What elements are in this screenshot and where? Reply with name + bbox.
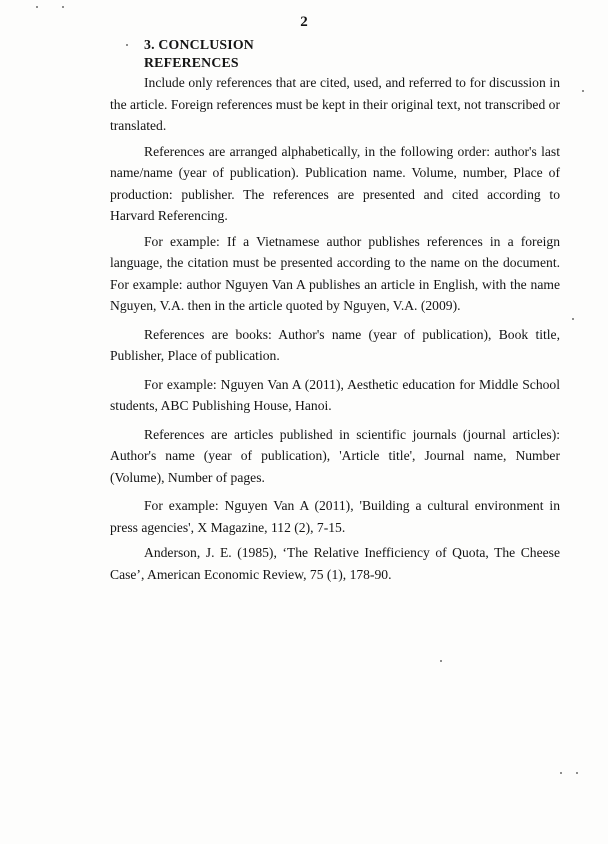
conclusion-heading: 3. CONCLUSION: [144, 37, 254, 52]
references-heading: REFERENCES: [144, 55, 239, 70]
paragraph: Include only references that are cited, used, and referred to for discussion in the article. Foreign references must be kept in their original text, not transcribed or translated.: [110, 75, 560, 133]
paragraph: References are arranged alphabetically, in the following order: author's last name/name (year of publication). Publication name. Volume, number, Place of production: publisher. The references are presented and cited according to Harvard Referencing.: [110, 143, 560, 223]
paragraph: For example: Nguyen Van A (2011), Aesthetic education for Middle School students, ABC Publishing House, Hanoi.: [110, 376, 560, 413]
document-body: [110, 36, 560, 585]
paragraph: For example: If a Vietnamese author publishes references in a foreign language, the citation must be presented according to the name on the document. For example: author Nguyen Van A publishes an article in English, with the name Nguyen, V.A. then in the article quoted by Nguyen, V.A. (2009).: [110, 233, 560, 313]
scan-speck: [36, 6, 38, 8]
scan-speck: [582, 90, 584, 92]
scan-speck: [560, 772, 562, 774]
scan-speck: [62, 6, 64, 8]
scan-speck: [572, 318, 574, 320]
paragraph: References are books: Author's name (year of publication), Book title, Publisher, Place of publication.: [110, 326, 560, 363]
reference-entry: Anderson, J. E. (1985), ‘The Relative Inefficiency of Quota, The Cheese Case’, American Economic Review, 75 (1), 178-90.: [110, 545, 560, 582]
paragraph: For example: Nguyen Van A (2011), 'Building a cultural environment in press agencies', X Magazine, 112 (2), 7-15.: [110, 498, 560, 535]
page-number: 2: [300, 14, 308, 30]
scan-speck: [440, 660, 442, 662]
scan-speck: [576, 772, 578, 774]
paragraph: References are articles published in scientific journals (journal articles): Author's name (year of publication), 'Article title', Journal name, Number (Volume), Number of pages.: [110, 426, 560, 485]
